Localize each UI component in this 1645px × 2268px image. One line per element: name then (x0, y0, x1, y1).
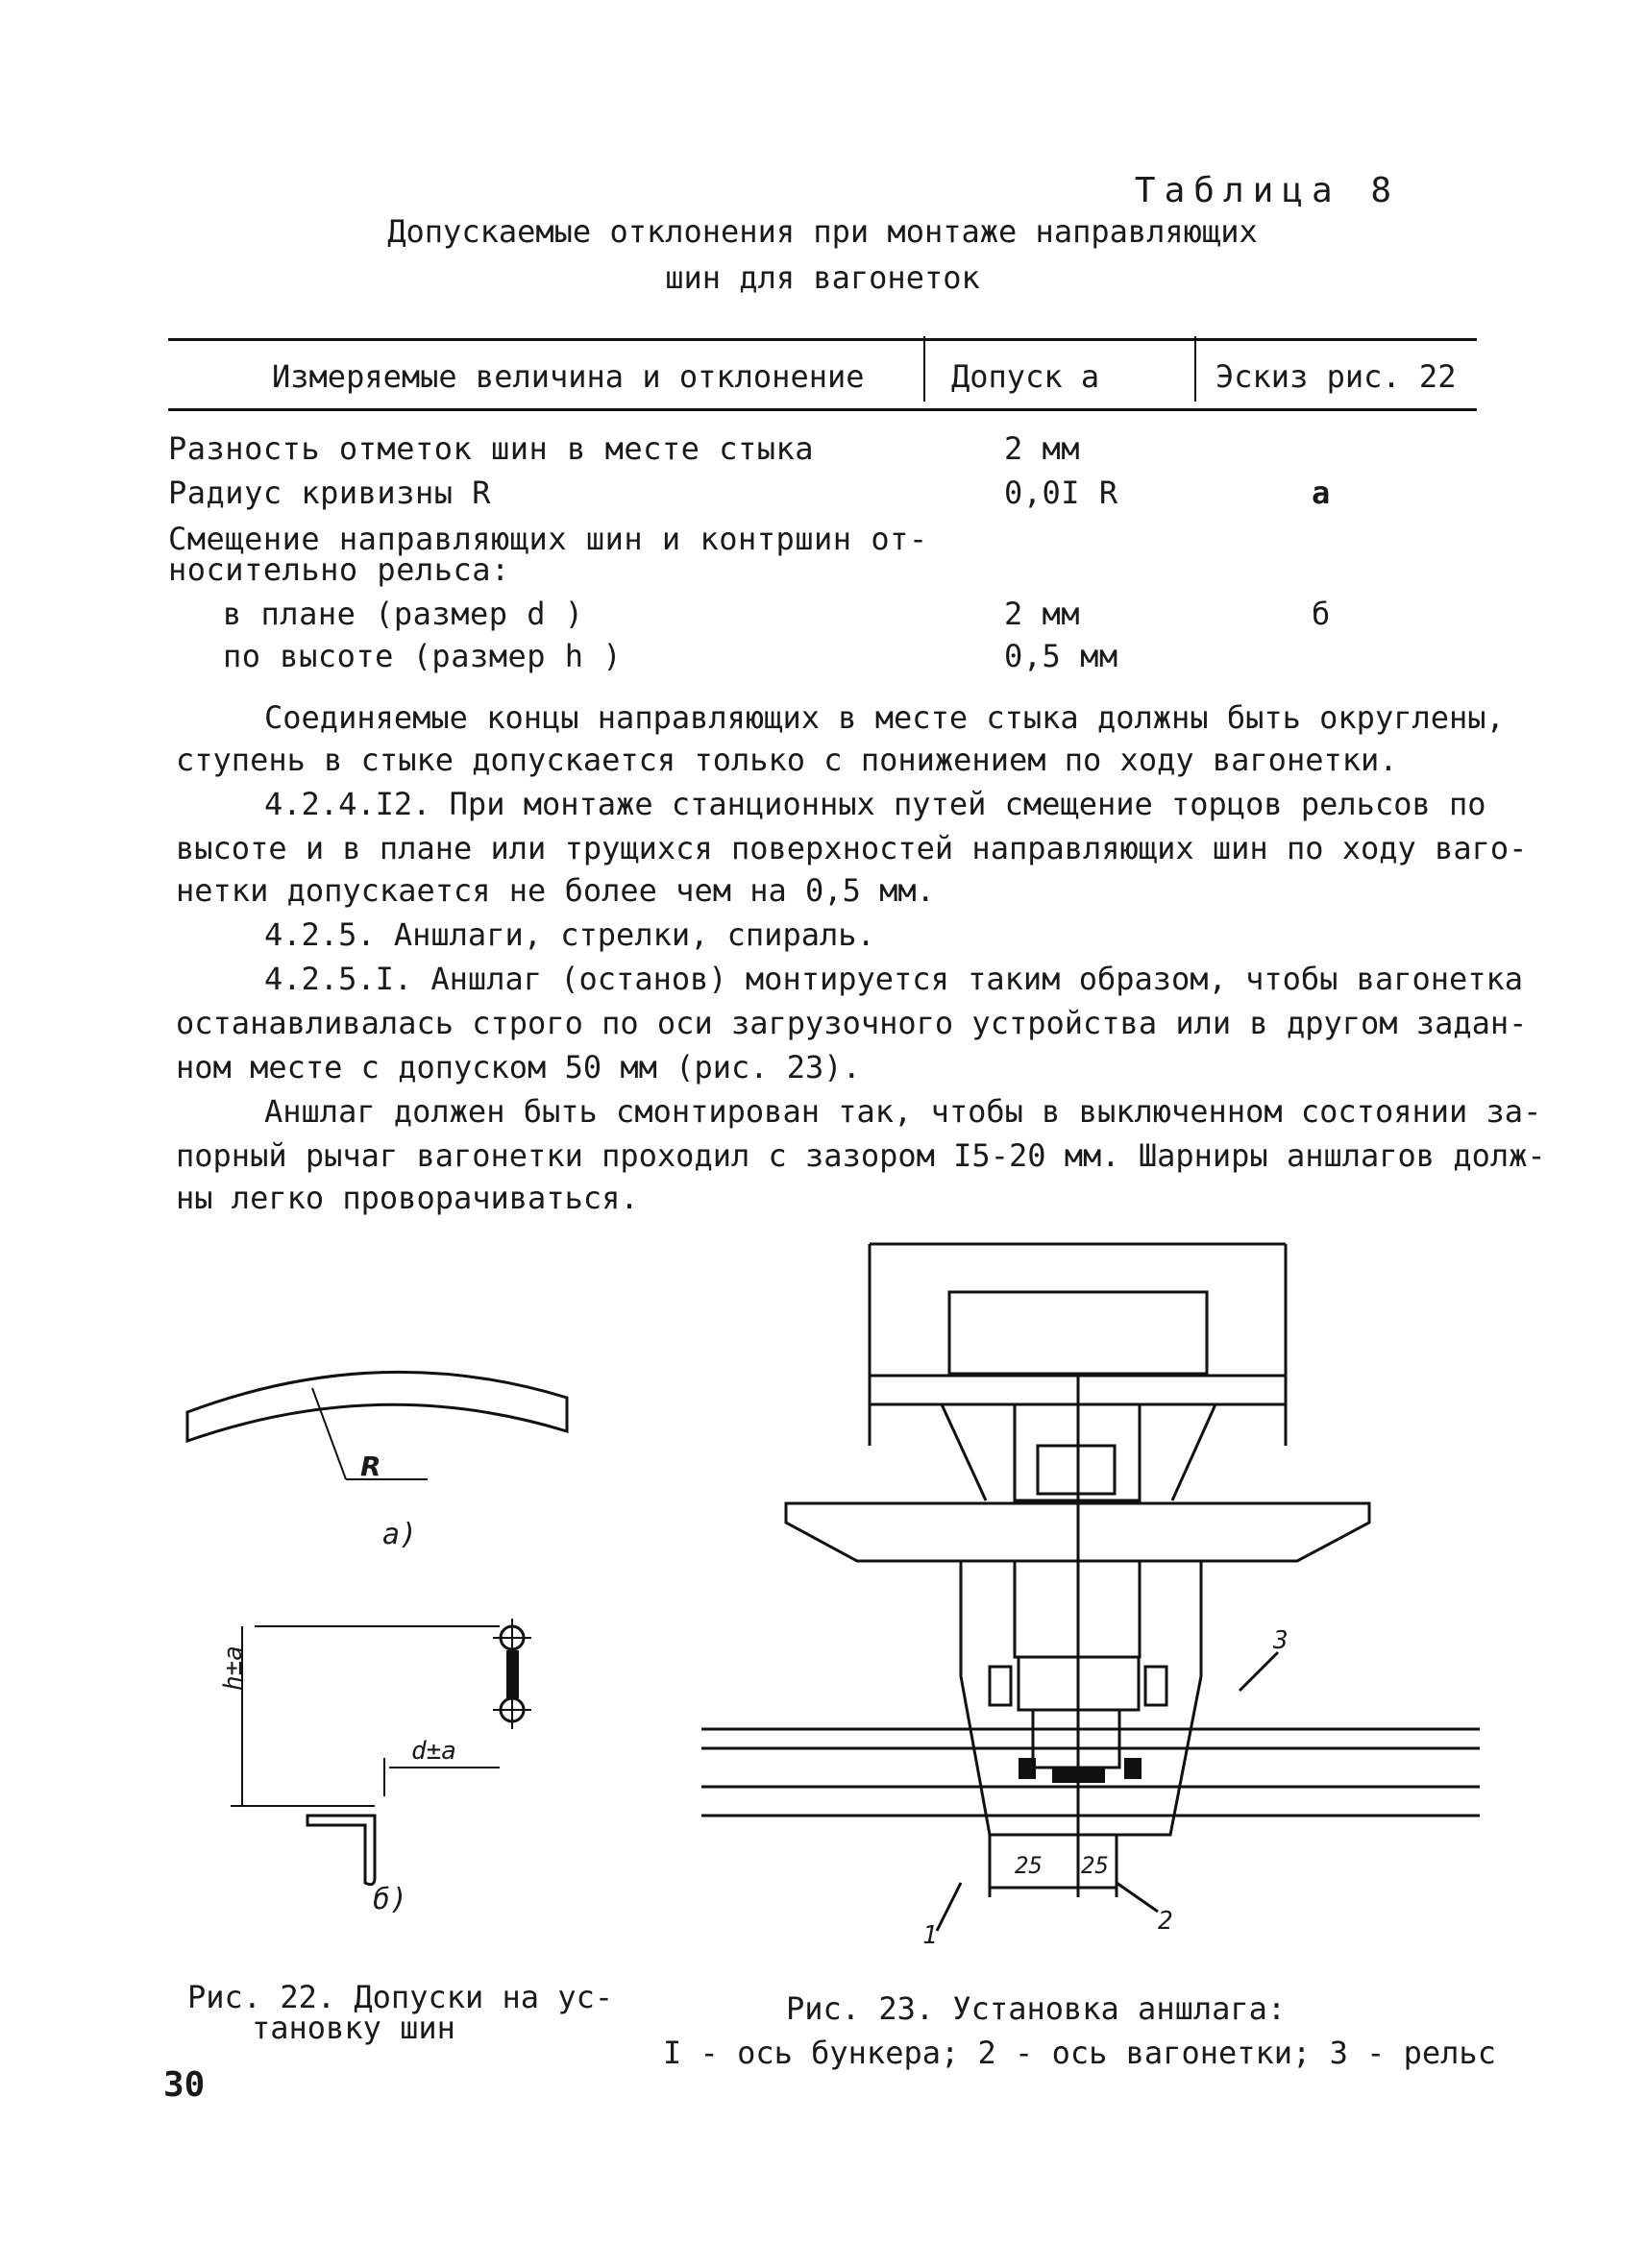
body-text-line: Аншлаг должен быть смонтирован так, чтобы в выключенном состоянии за- (264, 1093, 1542, 1130)
table-row-name: по высоте (размер h ) (223, 638, 623, 674)
body-text-line: высоте и в плане или трущихся поверхностей направляющих шин по ходу ваго- (176, 830, 1528, 866)
table-row-name: Разность отметок шин в месте стыка (168, 430, 815, 467)
table-row-tolerance: 0,0I R (1004, 475, 1118, 511)
fig22-label-R: R (360, 1451, 381, 1482)
fig22-label-b: б) (373, 1883, 408, 1916)
fig23-dim-left: 25 (1015, 1852, 1043, 1879)
table-row-name: Смещение направляющих шин и контршин от- (168, 521, 928, 557)
table-header-tolerance: Допуск a (951, 358, 1100, 395)
body-text-line: Соединяемые концы направляющих в месте стыка должны быть округлены, (264, 699, 1505, 736)
fig22-label-a: а) (382, 1518, 418, 1551)
fig22-label-d: d±a (411, 1737, 456, 1766)
table-title-line1: Допускаемые отклонения при монтаже направляющих (387, 213, 1258, 250)
table-row-tolerance: 2 мм (1004, 596, 1081, 632)
table-row-sketch: а (1312, 475, 1331, 511)
table-row-tolerance: 2 мм (1004, 430, 1081, 467)
body-text-line: 4.2.5.I. Аншлаг (останов) монтируется таким образом, чтобы вагонетка (264, 961, 1524, 997)
body-text-line: 4.2.4.I2. При монтаже станционных путей смещение торцов рельсов по (264, 786, 1486, 822)
table-header-measure: Измеряемые величина и отклонение (272, 358, 865, 395)
table-row-name: носительно рельса: (168, 551, 510, 588)
fig23-caption-line1: Рис. 23. Установка аншлага: (786, 1990, 1287, 2027)
table-row-sketch: б (1312, 596, 1331, 632)
fig23-caption-line2: I - ось бункера; 2 - ось вагонетки; 3 - рельс (663, 2035, 1496, 2071)
body-text-line: нетки допускается не более чем на 0,5 мм. (176, 872, 935, 909)
body-text-line: ступень в стыке допускается только с понижением по ходу вагонетки. (176, 742, 1398, 778)
body-text-line: порный рычаг вагонетки проходил с зазором I5-20 мм. Шарниры аншлагов долж- (176, 1137, 1546, 1174)
fig23-dim-right: 25 (1081, 1852, 1109, 1879)
table-row-name: в плане (размер d ) (223, 596, 584, 632)
fig23-callout-2: 2 (1158, 1907, 1173, 1936)
fig23-callout-1: 1 (922, 1921, 938, 1950)
table-row-tolerance: 0,5 мм (1004, 638, 1118, 674)
table-header-sketch: Эскиз рис. 22 (1215, 358, 1457, 395)
body-text-line: ном месте с допуском 50 мм (рис. 23). (176, 1049, 861, 1085)
page-number: 30 (163, 2065, 206, 2105)
table-row-name: Радиус кривизны R (168, 475, 492, 511)
body-text-line: останавливалась строго по оси загрузочного устройства или в другом задан- (176, 1005, 1528, 1041)
fig22-label-h: h±a (219, 1646, 248, 1691)
body-text-line: ны легко проворачиваться. (176, 1180, 639, 1216)
fig22-caption-line2: тановку шин (252, 2010, 455, 2046)
section-heading: 4.2.5. Аншлаги, стрелки, спираль. (264, 916, 875, 953)
fig23-callout-3: 3 (1273, 1626, 1289, 1655)
table-label: Таблица 8 (1134, 171, 1400, 210)
fig22-caption-line1: Рис. 22. Допуски на ус- (187, 1979, 614, 2015)
table-title-line2: шин для вагонеток (665, 259, 980, 296)
